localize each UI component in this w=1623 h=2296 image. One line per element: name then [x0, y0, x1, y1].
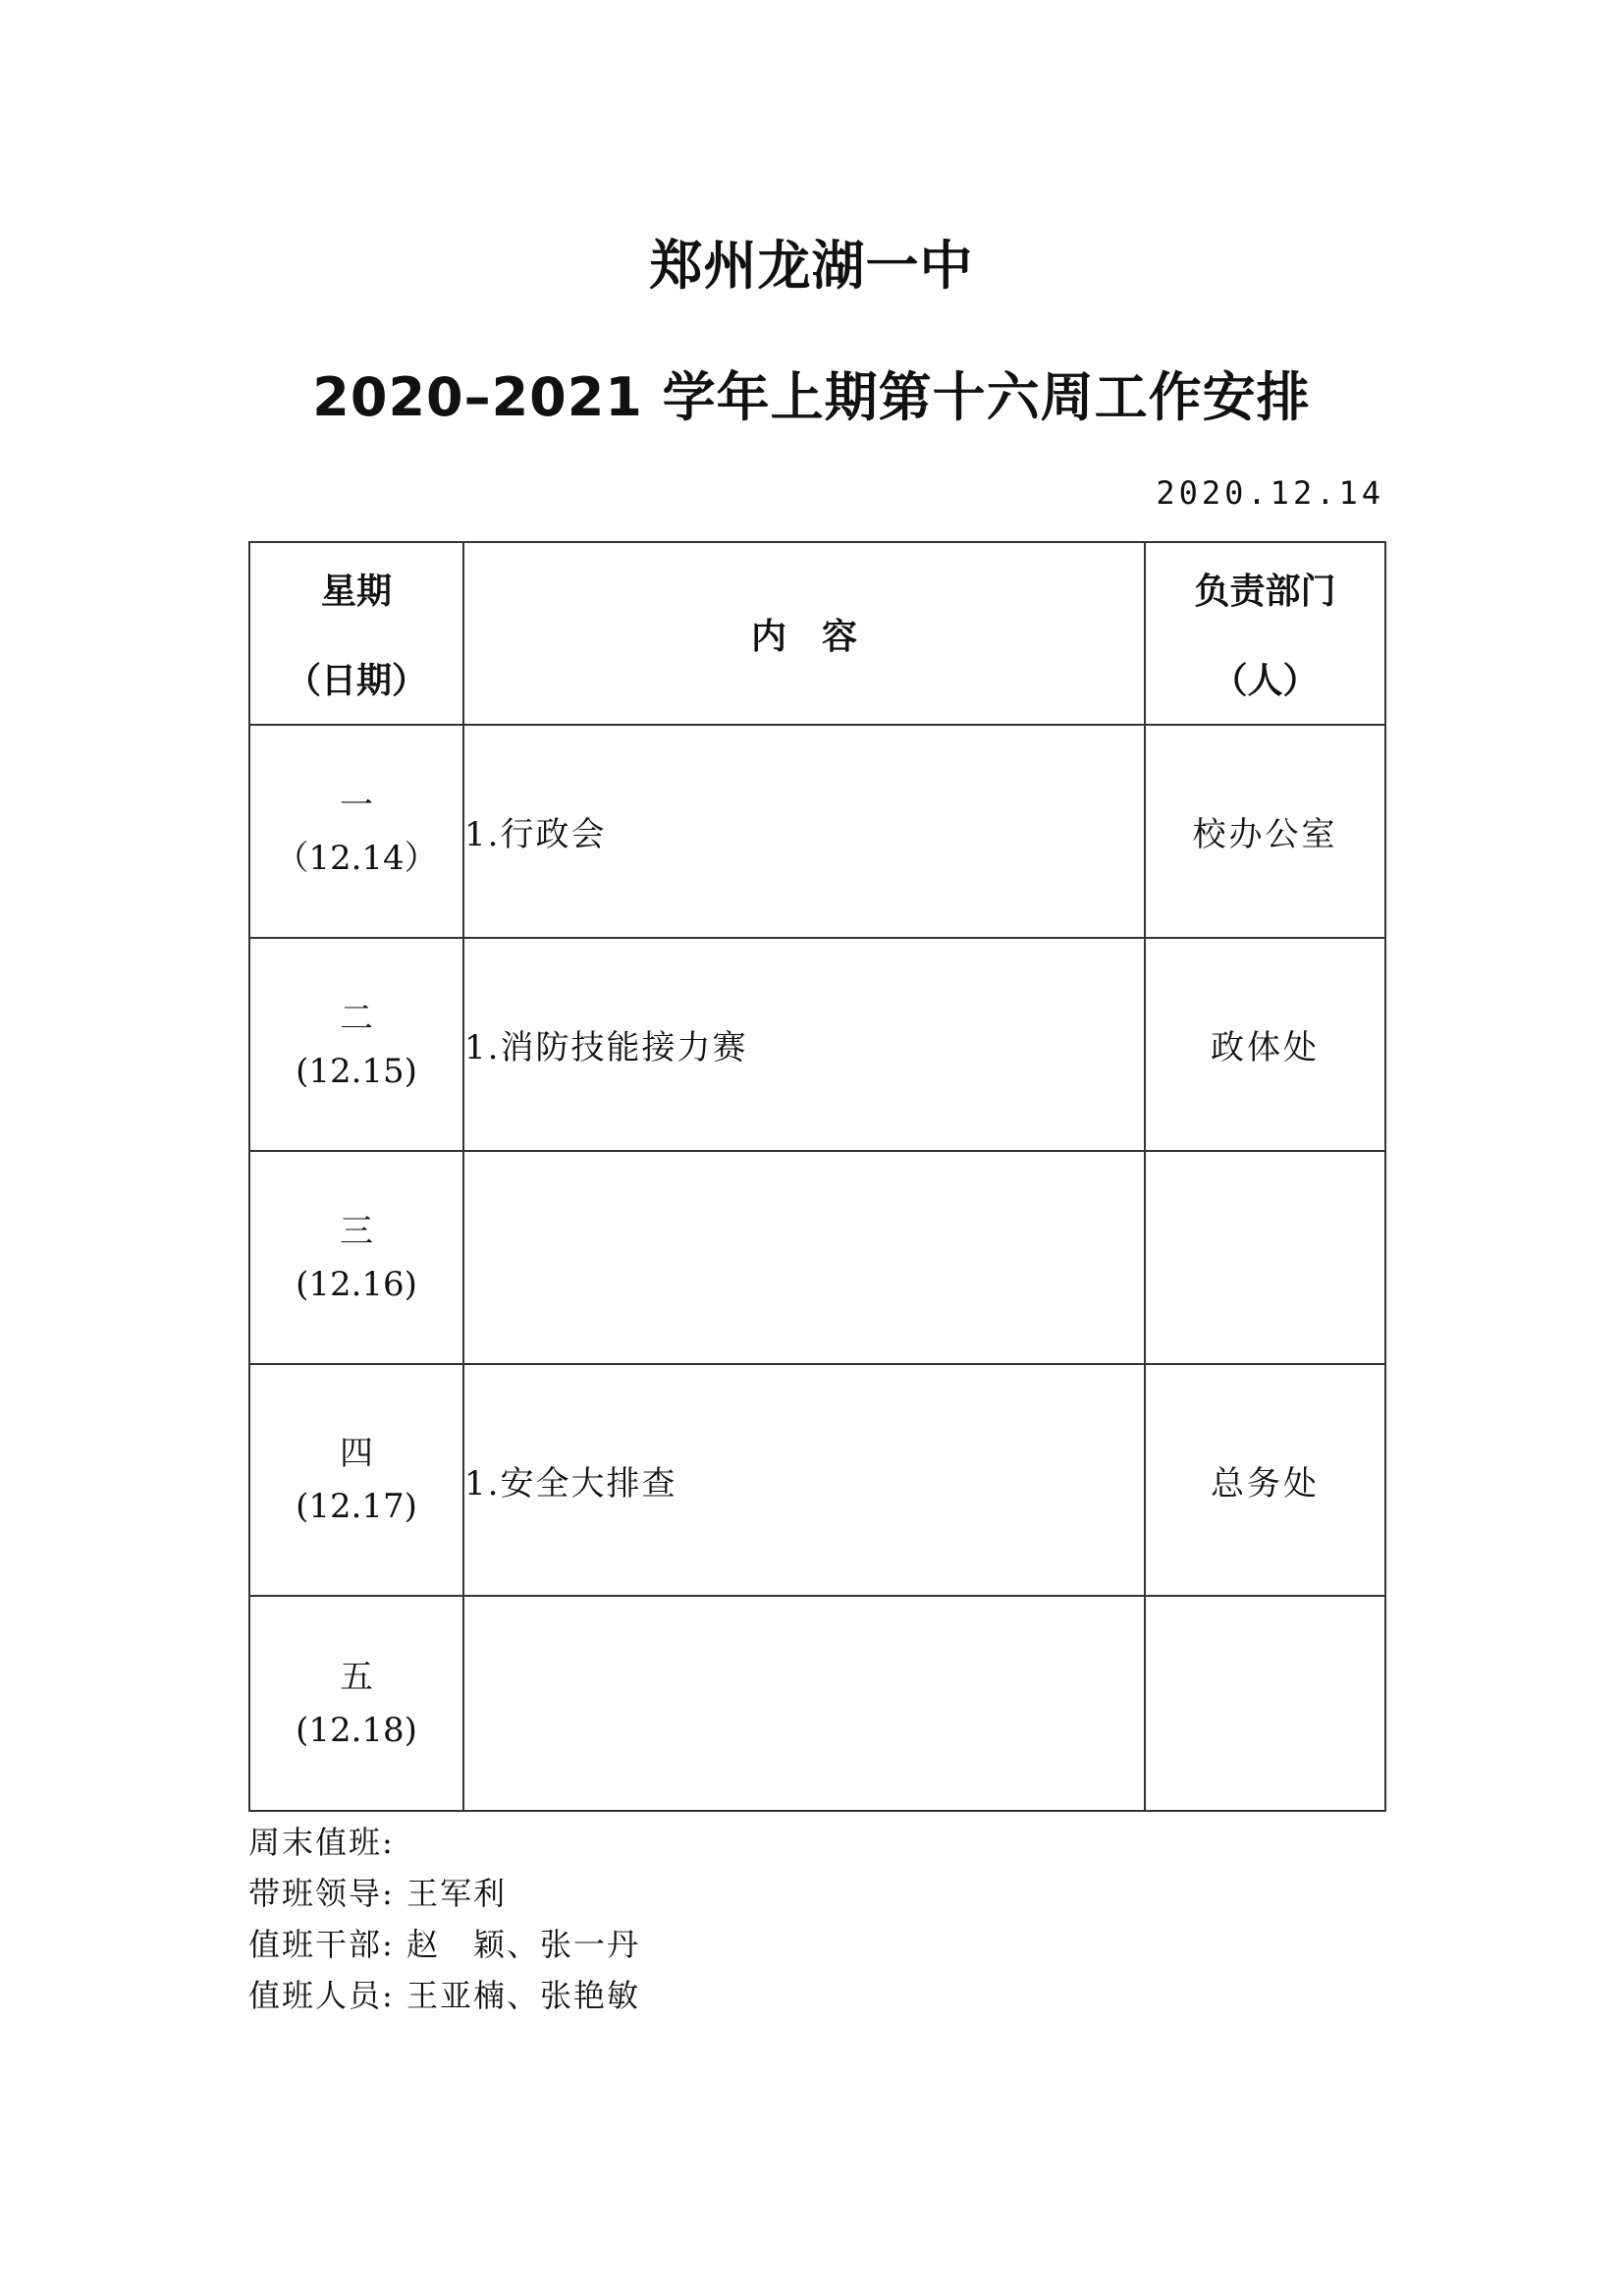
date: (12.17) — [296, 1487, 417, 1526]
column-header-day — [249, 542, 463, 725]
content-cell: 1.行政会 — [463, 725, 1145, 938]
duty-staff-label: 值班人员: — [248, 1977, 395, 2014]
dept-cell — [1145, 1596, 1385, 1811]
column-header-day-line2: （日期） — [285, 661, 427, 701]
table-row — [249, 1596, 1385, 1811]
table-row — [249, 1151, 1385, 1364]
date: (12.18) — [296, 1710, 417, 1750]
day-cell — [249, 1596, 463, 1811]
weekday: 四 — [340, 1434, 373, 1473]
column-header-dept-line1: 负责部门 — [1194, 572, 1336, 612]
content-cell: 1.安全大排查 — [463, 1364, 1145, 1596]
column-header-dept-line2: （人） — [1212, 661, 1319, 701]
content-cell: 1.消防技能接力赛 — [463, 938, 1145, 1151]
date: （12.14） — [275, 838, 438, 878]
weekend-duty — [248, 1817, 640, 2021]
duty-staff-line — [248, 1970, 640, 2021]
duty-cadre-label: 值班干部: — [248, 1926, 395, 1963]
duty-leader-label: 带班领导: — [248, 1875, 395, 1912]
weekday: 五 — [340, 1657, 373, 1697]
day-cell — [249, 938, 463, 1151]
duty-staff: 王亚楠、张艳敏 — [406, 1977, 640, 2014]
duty-heading: 周末值班: — [248, 1824, 395, 1861]
day-cell — [249, 1364, 463, 1596]
schedule-table — [248, 541, 1386, 1812]
table-row — [249, 938, 1385, 1151]
duty-leader: 王军利 — [406, 1875, 507, 1912]
day-cell — [249, 725, 463, 938]
school-name: 郑州龙湖一中 — [649, 235, 974, 297]
table-row — [249, 725, 1385, 938]
dept-cell: 政体处 — [1145, 938, 1385, 1151]
duty-leader-line — [248, 1868, 640, 1919]
weekday: 二 — [340, 998, 373, 1038]
document-date: 2020.12.14 — [1156, 474, 1384, 512]
column-header-content: 内 容 — [463, 542, 1145, 725]
day-cell — [249, 1151, 463, 1364]
duty-cadre-1: 赵 颖 — [406, 1926, 507, 1963]
column-header-dept — [1145, 542, 1385, 725]
date: (12.15) — [296, 1051, 417, 1091]
weekday: 一 — [340, 785, 373, 825]
table-header-row — [249, 542, 1385, 725]
page-title: 2020–2021 学年上期第十六周工作安排 — [312, 366, 1311, 428]
dept-cell: 总务处 — [1145, 1364, 1385, 1596]
content-cell — [463, 1151, 1145, 1364]
dept-cell — [1145, 1151, 1385, 1364]
table-row — [249, 1364, 1385, 1596]
weekday: 三 — [340, 1211, 373, 1251]
duty-cadre-2: 、张一丹 — [506, 1926, 640, 1963]
date: (12.16) — [296, 1264, 417, 1304]
content-cell — [463, 1596, 1145, 1811]
duty-cadre-line — [248, 1919, 640, 1970]
dept-cell: 校办公室 — [1145, 725, 1385, 938]
column-header-day-line1: 星期 — [320, 572, 392, 612]
